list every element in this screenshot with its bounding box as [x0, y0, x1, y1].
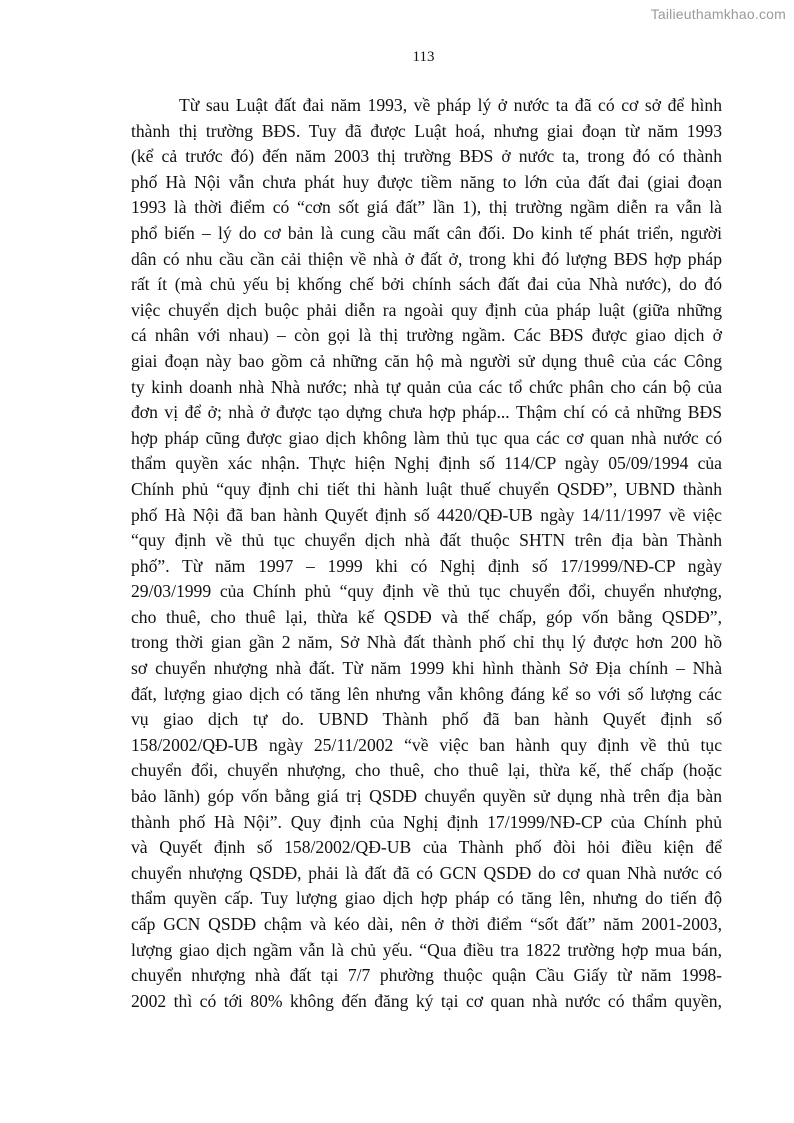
paragraph-line: thẩm quyền xác nhận. Thực hiện Nghị định số 114/CP ngày 05/09/1994 của: [131, 453, 722, 474]
paragraph-line: việc chuyển dịch buộc phải diễn ra ngoài quy định của pháp luật (giữa những: [131, 299, 722, 320]
paragraph-line: và Quyết định số 158/2002/QĐ-UB của Thành phố đòi hỏi điều kiện để: [131, 837, 722, 858]
paragraph-line: dân có nhu cầu cần cải thiện về nhà ở đất ở, trong khi đó lượng BĐS hợp pháp: [131, 248, 722, 269]
paragraph-line: phố Hà Nội vẫn chưa phát huy được tiềm năng to lớn của đất đai (giai đoạn: [131, 171, 722, 192]
paragraph-line: vụ giao dịch tự do. UBND Thành phố đã ban hành Quyết định số: [131, 709, 722, 730]
watermark-text: Tailieuthamkhao.com: [650, 6, 786, 22]
paragraph-line: phổ biến – lý do cơ bản là cung cầu mất cân đối. Do kinh tế phát triển, người: [131, 222, 722, 243]
paragraph-line: đất, lượng giao dịch có tăng lên nhưng vẫn không đáng kể so với số lượng các: [131, 683, 722, 704]
paragraph-line: trong thời gian gần 2 năm, Sở Nhà đất thành phố chỉ thụ lý được hơn 200 hồ: [131, 632, 722, 653]
paragraph-line: chuyển đổi, chuyển nhượng, cho thuê, cho thuê lại, thừa kế, thế chấp (hoặc: [131, 760, 722, 781]
paragraph-line: giai đoạn này bao gồm cả những căn hộ mà người sử dụng thuê của các Công: [131, 350, 722, 371]
paragraph-line: cá nhân với nhau) – còn gọi là thị trường ngầm. Các BĐS được giao dịch ở: [131, 325, 722, 346]
paragraph-line: thành thị trường BĐS. Tuy đã được Luật hoá, nhưng giai đoạn từ năm 1993: [131, 120, 722, 141]
paragraph-line: hợp pháp cũng được giao dịch không làm thủ tục qua các cơ quan nhà nước có: [131, 427, 722, 448]
paragraph-line: sơ chuyển nhượng nhà đất. Từ năm 1999 khi hình thành Sở Địa chính – Nhà: [131, 658, 722, 679]
paragraph-line: đơn vị để ở; nhà ở được tạo dựng chưa hợp pháp... Thậm chí có cả những BĐS: [131, 402, 722, 423]
paragraph-line: chuyển nhượng nhà đất tại 7/7 phường thuộc quận Cầu Giấy từ năm 1998-: [131, 965, 722, 986]
paragraph-line: phố Hà Nội đã ban hành Quyết định số 4420/QĐ-UB ngày 14/11/1997 về việc: [131, 504, 722, 525]
paragraph-line: ty kinh doanh nhà Nhà nước; nhà tự quản của các tổ chức phân cho cán bộ của: [131, 376, 722, 397]
page-number: 113: [412, 49, 435, 65]
paragraph-line: chuyển nhượng QSDĐ, phải là đất đã có GCN QSDĐ do cơ quan Nhà nước có: [131, 862, 722, 883]
paragraph-line: 158/2002/QĐ-UB ngày 25/11/2002 “về việc ban hành quy định về thủ tục: [131, 734, 722, 755]
paragraph-line: thành phố Hà Nội”. Quy định của Nghị định 17/1999/NĐ-CP của Chính phủ: [131, 811, 722, 832]
paragraph-line: 2002 thì có tới 80% không đến đăng ký tại cơ quan nhà nước có thẩm quyền,: [131, 990, 722, 1011]
paragraph-line: cho thuê, cho thuê lại, thừa kế QSDĐ và thế chấp, góp vốn bằng QSDĐ”,: [131, 606, 722, 627]
paragraph-line: “quy định về thủ tục chuyển dịch nhà đất thuộc SHTN trên địa bàn Thành: [131, 530, 722, 551]
paragraph-line: thẩm quyền cấp. Tuy lượng giao dịch hợp pháp có tăng lên, nhưng do tiến độ: [131, 888, 722, 909]
paragraph-line: Từ sau Luật đất đai năm 1993, về pháp lý ở nước ta đã có cơ sở để hình: [179, 95, 722, 115]
paragraph-line: rất ít (mà chủ yếu bị khống chế bởi chính sách đất đai của Nhà nước), do đó: [131, 274, 722, 295]
paragraph-line: lượng giao dịch ngầm vẫn là chủ yếu. “Qua điều tra 1822 trường hợp mua bán,: [131, 939, 722, 960]
paragraph-line: phố”. Từ năm 1997 – 1999 khi có Nghị định số 17/1999/NĐ-CP ngày: [131, 555, 722, 576]
paragraph-line: 1993 là thời điểm có “cơn sốt giá đất” lần 1), thị trường ngầm diễn ra vẫn là: [131, 197, 722, 218]
paragraph-line: 29/03/1999 của Chính phủ “quy định về thủ tục chuyển đổi, chuyển nhượng,: [131, 581, 722, 602]
paragraph-line: Chính phủ “quy định chi tiết thi hành luật thuế chuyển QSDĐ”, UBND thành: [131, 478, 722, 499]
body-paragraph: [131, 93, 722, 1014]
paragraph-line: cấp GCN QSDĐ chậm và kéo dài, nên ở thời điểm “sốt đất” năm 2001-2003,: [131, 914, 722, 934]
paragraph-line: (kể cả trước đó) đến năm 2003 thị trường BĐS ở nước ta, trong đó có thành: [131, 146, 722, 167]
paragraph-line: bảo lãnh) góp vốn bằng giá trị QSDĐ chuyển quyền sử dụng nhà trên địa bàn: [131, 786, 722, 807]
